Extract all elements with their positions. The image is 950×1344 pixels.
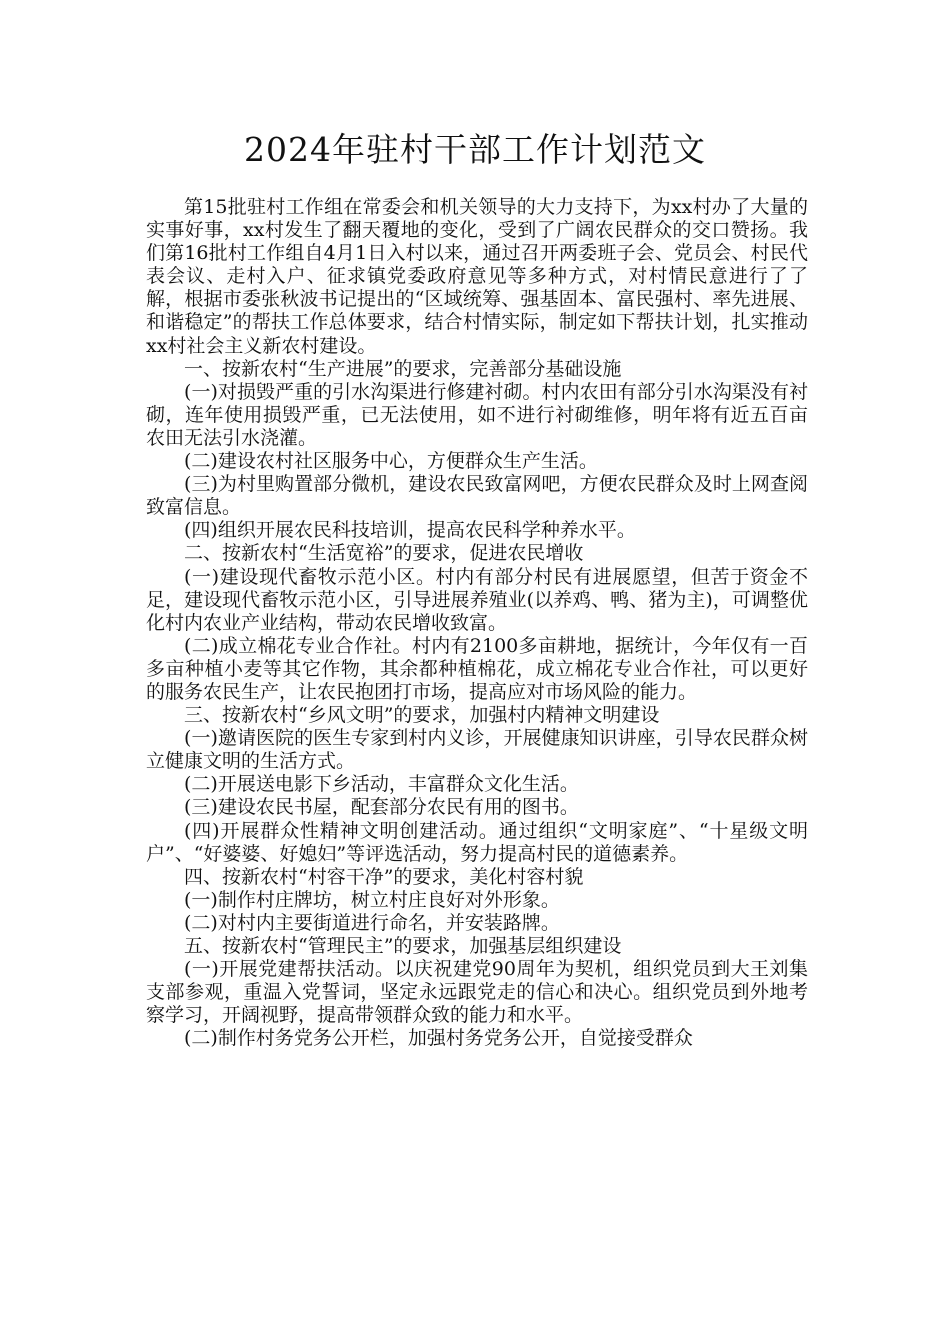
paragraph-1-1: (一)对损毁严重的引水沟渠进行修建衬砌。村内农田有部分引水沟渠没有衬砌，连年使用损毁严重，已无法使用，如不进行衬砌维修，明年将有近五百亩农田无法引水浇灌。 — [146, 380, 808, 449]
paragraph-3-4: (四)开展群众性精神文明创建活动。通过组织“文明家庭”、“十星级文明户”、“好婆婆、好媳妇”等评选活动，努力提高村民的道德素养。 — [146, 819, 808, 865]
paragraph-1-3: (三)为村里购置部分微机，建设农民致富网吧，方便农民群众及时上网查阅致富信息。 — [146, 473, 808, 519]
section-heading-2: 二、按新农村“生活宽裕”的要求，促进农民增收 — [184, 542, 584, 565]
paragraph-3-1: (一)邀请医院的医生专家到村内义诊，开展健康知识讲座，引导农民群众树立健康文明的生活方式。 — [146, 727, 808, 773]
section-heading-3: 三、按新农村“乡风文明”的要求，加强村内精神文明建设 — [184, 704, 660, 727]
section-heading-4: 四、按新农村“村容干净”的要求，美化村容村貌 — [184, 865, 584, 888]
paragraph-3-2: (二)开展送电影下乡活动，丰富群众文化生活。 — [184, 773, 579, 796]
paragraph-5-1: (一)开展党建帮扶活动。以庆祝建党90周年为契机，组织党员到大王刘集支部参观，重温入党誓词，坚定永远跟党走的信心和决心。组织党员到外地考察学习，开阔视野，提高带领群众致的能力和水平。 — [146, 958, 808, 1027]
paragraph-5-2: (二)制作村务党务公开栏，加强村务党务公开，自觉接受群众 — [184, 1027, 693, 1050]
paragraph-2-1: (一)建设现代畜牧示范小区。村内有部分村民有进展愿望，但苦于资金不足，建设现代畜牧示范小区，引导进展养殖业(以养鸡、鸭、猪为主)，可调整优化村内农业产业结构，带动农民增收致富。 — [146, 565, 808, 634]
paragraph-1-2: (二)建设农村社区服务中心，方便群众生产生活。 — [184, 450, 598, 473]
paragraph-4-1: (一)制作村庄牌坊，树立村庄良好对外形象。 — [184, 888, 560, 911]
paragraph-intro: 第15批驻村工作组在常委会和机关领导的大力支持下，为xx村办了大量的实事好事，xx村发生了翻天覆地的变化，受到了广阔农民群众的交口赞扬。我们第16批村工作组自4月1日入村以来，通过召开两委班子会、党员会、村民代表会议、走村入户、征求镇党委政府意见等多种方式，对村情民意进行了了解，根据市委张秋波书记提出的“区域统筹、强基固本、富民强村、率先进展、和谐稳定”的帮扶工作总体要求，结合村情实际，制定如下帮扶计划，扎实推动xx村社会主义新农村建设。 — [146, 196, 808, 357]
document-body — [146, 196, 808, 1050]
section-heading-5: 五、按新农村“管理民主”的要求，加强基层组织建设 — [184, 935, 622, 957]
paragraph-3-3: (三)建设农民书屋，配套部分农民有用的图书。 — [184, 796, 579, 819]
paragraph-4-2: (二)对村内主要街道进行命名，并安装路牌。 — [184, 911, 560, 934]
section-heading-1: 一、按新农村“生产进展”的要求，完善部分基础设施 — [184, 357, 622, 380]
document-title: 2024年驻村干部工作计划范文 — [244, 130, 706, 169]
paragraph-1-4: (四)组织开展农民科技培训，提高农民科学种养水平。 — [184, 519, 636, 542]
paragraph-2-2: (二)成立棉花专业合作社。村内有2100多亩耕地，据统计，今年仅有一百多亩种植小麦等其它作物，其余都种植棉花，成立棉花专业合作社，可以更好的服务农民生产，让农民抱团打市场，提高应对市场风险的能力。 — [146, 634, 808, 703]
